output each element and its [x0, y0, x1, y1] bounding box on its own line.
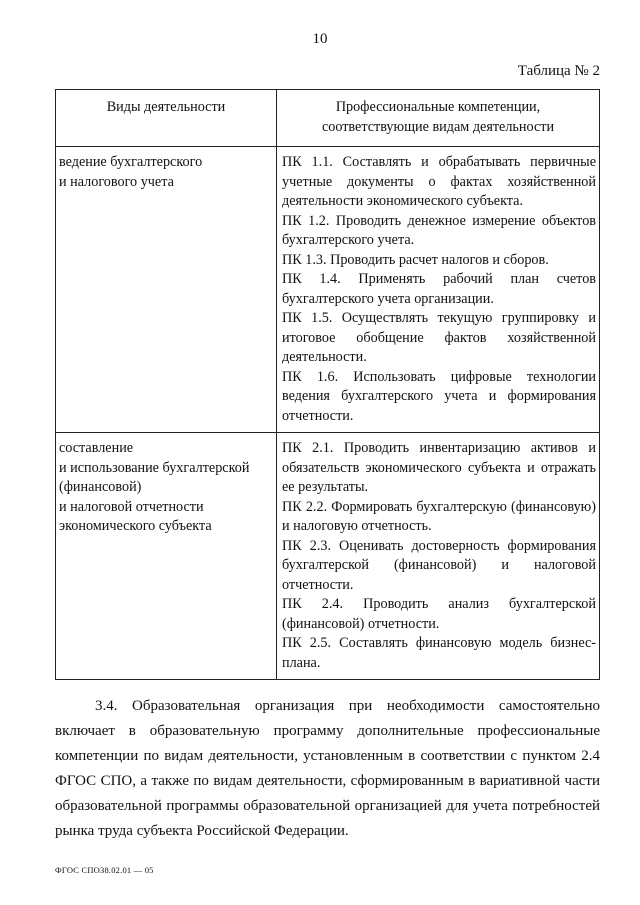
competency-item: ПК 2.5. Составлять финансовую модель бизнес-плана.	[282, 635, 596, 671]
activity-kind-line: (финансовой)	[59, 479, 142, 495]
competency-item: ПК 2.4. Проводить анализ бухгалтерской (финансовой) отчетности.	[282, 596, 596, 632]
document-footer: ФГОС СПО38.02.01 — 05	[55, 865, 154, 875]
competency-item: ПК 1.4. Применять рабочий план счетов бухгалтерского учета организации.	[282, 271, 596, 307]
table-row	[56, 147, 600, 433]
competency-item: ПК 2.1. Проводить инвентаризацию активов и обязательств экономического субъекта и отражать ее результаты.	[282, 440, 596, 495]
competency-item: ПК 1.2. Проводить денежное измерение объектов бухгалтерского учета.	[282, 212, 596, 248]
header-activity-kinds: Виды деятельности	[56, 90, 277, 147]
competency-item: ПК 1.5. Осуществлять текущую группировку и итоговое обобщение фактов хозяйственной деятельности.	[282, 310, 596, 365]
activity-kind-line: ведение бухгалтерского	[59, 154, 203, 170]
competency-item: ПК 1.6. Использовать цифровые технологии ведения бухгалтерского учета и формирования отчетности.	[282, 368, 596, 424]
body-paragraph: 3.4. Образовательная организация при необходимости самостоятельно включает в образовательную программу дополнительные профессиональные компетенции по видам деятельности, установленным в соответствии с пунктом 2.4 ФГОС СПО, а также по видам деятельности, сформированным в вариативной части образовательной программы образовательной организацией для учета потребностей рынка труда субъекта Российской Федерации.	[55, 698, 600, 839]
activity-kind-line: и налоговой отчетности	[59, 498, 204, 515]
header-competencies: Профессиональные компетенции, соответствующие видам деятельности	[277, 90, 600, 147]
activity-kind-cell	[56, 147, 277, 433]
competency-item: ПК 2.2. Формировать бухгалтерскую (финансовую) и налоговую отчетность.	[282, 498, 596, 534]
table-row	[56, 433, 600, 680]
competency-item: ПК 1.1. Составлять и обрабатывать первичные учетные документы о фактах хозяйственной деятельности экономического субъекта.	[282, 154, 596, 209]
competencies-cell	[277, 147, 600, 433]
table-header-row	[56, 90, 600, 147]
competencies-cell	[277, 433, 600, 680]
competencies-table	[55, 89, 600, 680]
page-number: 10	[312, 31, 328, 47]
activity-kind-line: составление	[59, 440, 134, 456]
activity-kind-line: экономического субъекта	[59, 518, 212, 534]
competency-item: ПК 1.3. Проводить расчет налогов и сборов.	[282, 251, 549, 268]
table-caption: Таблица № 2	[517, 63, 600, 79]
competency-item: ПК 2.3. Оценивать достоверность формирования бухгалтерской (финансовой) и налоговой отчетности.	[282, 537, 596, 593]
activity-kind-cell	[56, 433, 277, 680]
activity-kind-line: и использование бухгалтерской	[59, 459, 250, 476]
activity-kind-line: и налогового учета	[59, 173, 174, 190]
